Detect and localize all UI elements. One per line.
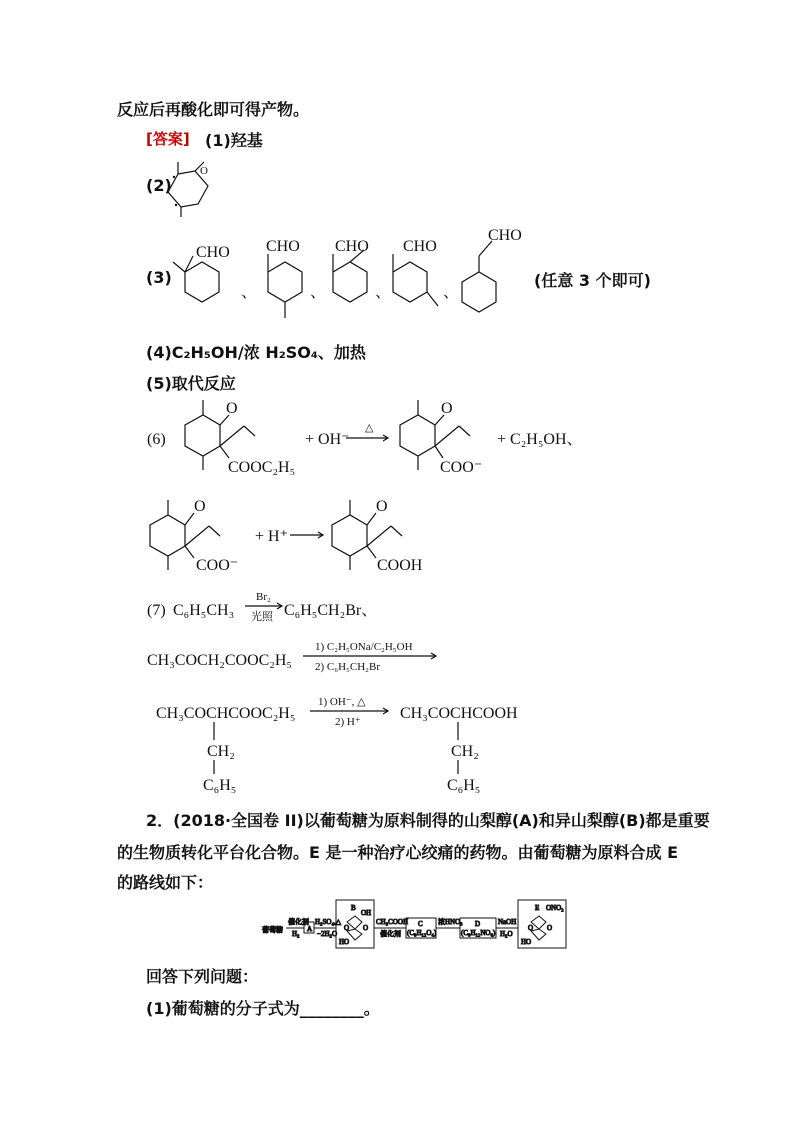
q2-line1: 2．(2018·全国卷 II)以葡萄糖为原料制得的山梨醇(A)和异山梨醇(B)都是重要 [146, 811, 710, 830]
svg-text:△: △ [365, 422, 374, 434]
answer-6-label: (6) [147, 431, 166, 448]
svg-text:CHO: CHO [335, 238, 369, 255]
svg-text:CH₃COCH₂COOC₂H₅: CH₃COCH₂COOC₂H₅ [147, 652, 292, 669]
svg-text:O: O [194, 498, 206, 515]
svg-text:O: O [376, 498, 388, 515]
svg-text:1) C₂H₅ONa/C₂H₅OH: 1) C₂H₅ONa/C₂H₅OH [315, 641, 413, 653]
svg-text:+ C₂H₅OH、: + C₂H₅OH、 [497, 431, 583, 448]
svg-text:CHO: CHO [403, 238, 437, 255]
svg-text:CH₃COOH: CH₃COOH [376, 918, 408, 926]
svg-text:O: O [441, 400, 453, 417]
svg-text:CHO: CHO [266, 238, 300, 255]
svg-text:O: O [363, 924, 369, 932]
svg-text:、: 、 [241, 284, 258, 301]
svg-text:2) H⁺: 2) H⁺ [335, 716, 361, 728]
svg-text:H₂O: H₂O [500, 930, 513, 938]
q2-line3: 的路线如下： [117, 873, 214, 892]
svg-text:1) OH⁻, △: 1) OH⁻, △ [318, 696, 366, 708]
q2-line2: 的生物质转化平台化合物。E 是一种治疗心绞痛的药物。由葡萄糖为原料合成 E [117, 843, 679, 862]
svg-text:(C₈H₁₁NO₆): (C₈H₁₁NO₆) [461, 929, 496, 937]
svg-text:、: 、 [443, 284, 460, 301]
svg-text:COO⁻: COO⁻ [440, 459, 483, 476]
svg-text:−2H₂O: −2H₂O [317, 930, 337, 938]
svg-text:、: 、 [375, 284, 392, 301]
svg-text:COO⁻: COO⁻ [196, 557, 239, 574]
svg-text:HO: HO [521, 938, 532, 946]
svg-text:(7): (7) [147, 602, 166, 619]
svg-text:浓HNO₃: 浓HNO₃ [438, 918, 463, 926]
svg-text:ONO₂: ONO₂ [546, 904, 564, 912]
svg-text:O: O [226, 400, 238, 417]
svg-text:+ OH⁻: + OH⁻ [305, 431, 350, 448]
svg-text:O: O [547, 924, 553, 932]
svg-text:C₆H₅: C₆H₅ [447, 777, 481, 794]
svg-text:COOC₂H₅: COOC₂H₅ [228, 459, 296, 476]
svg-text:(C₈H₁₂O₄): (C₈H₁₂O₄) [407, 929, 437, 937]
svg-text:A: A [307, 925, 313, 933]
answer-2-label: (2) [146, 176, 172, 195]
svg-text:CH₂: CH₂ [207, 743, 235, 760]
svg-text:CH₂: CH₂ [451, 743, 479, 760]
svg-text:2) C₆H₅CH₂Br: 2) C₆H₅CH₂Br [315, 661, 380, 673]
svg-text:O: O [344, 924, 350, 932]
answer-5: (5)取代反应 [146, 374, 236, 393]
svg-text:C₆H₅: C₆H₅ [203, 777, 237, 794]
svg-text:Br₂: Br₂ [256, 591, 271, 603]
svg-text:、: 、 [310, 284, 327, 301]
svg-text:催化剂: 催化剂 [380, 930, 401, 938]
svg-text:C: C [418, 920, 423, 928]
svg-text:光照: 光照 [251, 611, 273, 623]
svg-text:E: E [535, 904, 540, 912]
svg-text:H₂: H₂ [292, 930, 300, 938]
answer-1: (1)羟基 [205, 131, 263, 150]
answer-3-label: (3) [146, 268, 172, 287]
svg-text:NaOH: NaOH [498, 918, 517, 926]
svg-text:CHO: CHO [196, 244, 230, 261]
svg-text:+ H⁺: + H⁺ [255, 528, 289, 545]
svg-text:C₆H₅CH₂Br、: C₆H₅CH₂Br、 [284, 602, 378, 619]
svg-text:COOH: COOH [377, 557, 423, 574]
svg-text:OH: OH [361, 909, 372, 917]
svg-text:D: D [475, 920, 481, 928]
answer-4: (4)C₂H₅OH/浓 H₂SO₄、加热 [146, 343, 366, 362]
svg-text:O: O [528, 924, 534, 932]
svg-text:CH₃COCHCOOC₂H₅: CH₃COCHCOOC₂H₅ [156, 705, 296, 722]
svg-text:CH₃COCHCOOH: CH₃COCHCOOH [400, 705, 518, 722]
answer-3-note: (任意 3 个即可) [534, 271, 651, 290]
q2-sub1: (1)葡萄糖的分子式为________。 [146, 999, 380, 1018]
svg-text:HO: HO [339, 938, 350, 946]
answer-2-o: O [200, 165, 208, 177]
svg-text:CHO: CHO [488, 227, 522, 244]
svg-text:H₂SO₄,△: H₂SO₄,△ [315, 918, 342, 926]
intro-line: 反应后再酸化即可得产物。 [117, 100, 310, 119]
svg-text:催化剂: 催化剂 [288, 918, 309, 926]
q2-prompt: 回答下列问题： [146, 967, 259, 986]
svg-text:B: B [351, 904, 356, 912]
svg-text:葡萄糖: 葡萄糖 [262, 926, 283, 934]
answer-tag: [答案] [146, 130, 190, 148]
svg-text:C₆H₅CH₃: C₆H₅CH₃ [173, 602, 235, 619]
